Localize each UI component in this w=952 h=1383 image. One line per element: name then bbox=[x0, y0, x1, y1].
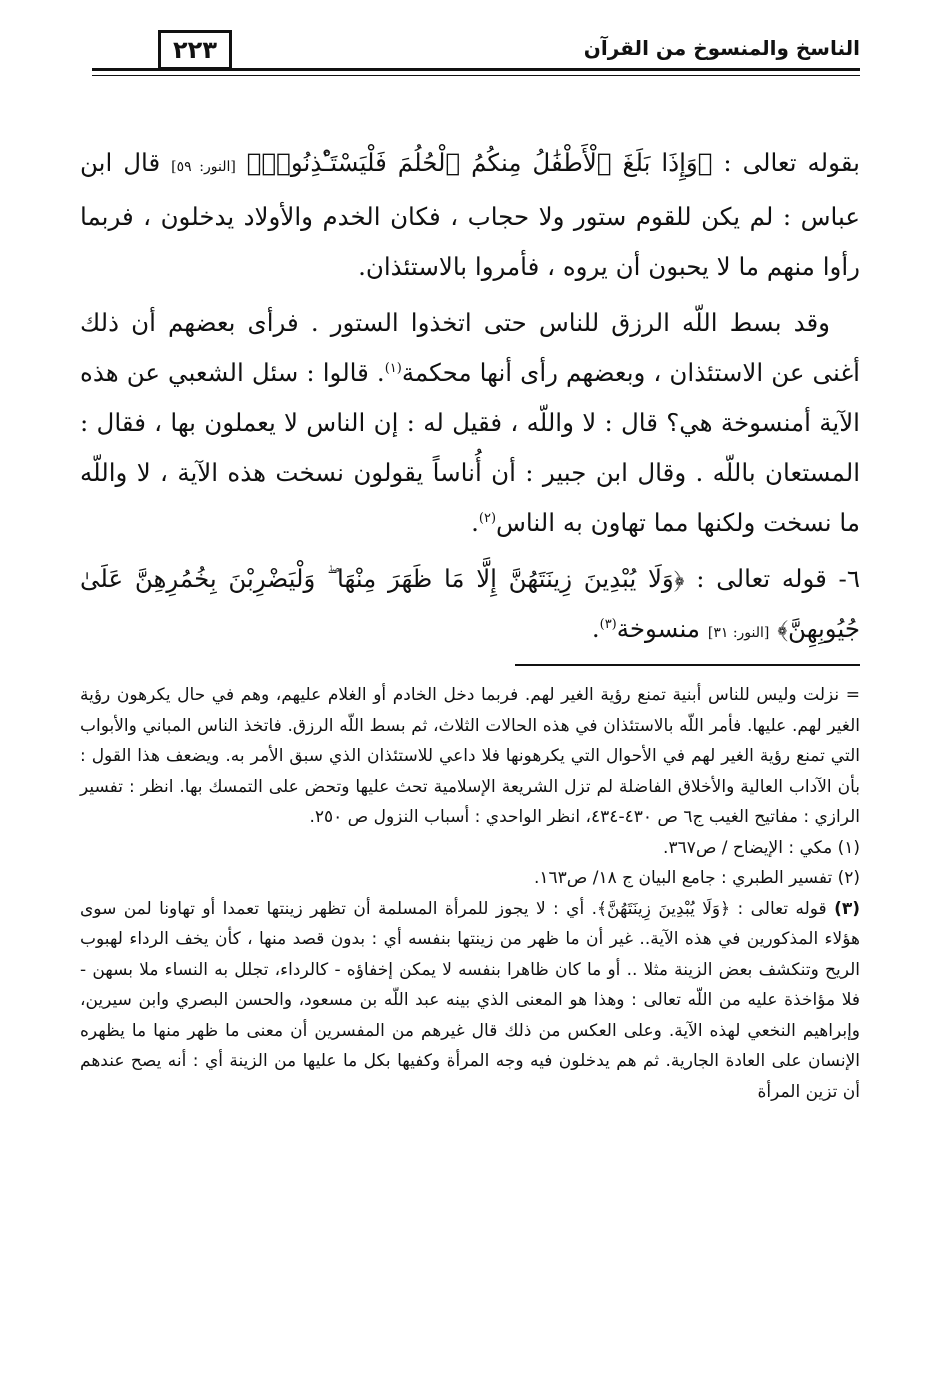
footnote-2: (٢) تفسير الطبري : جامع البيان ج ١٨/ ص١٦٣. bbox=[533, 868, 860, 888]
page-number: ٢٢٣ bbox=[158, 30, 232, 70]
p2-text-a: وقد بسط اللّه الرزق للناس حتى اتخذوا الستور . فرأى بعضهم أن ذلك أغنى عن الاستئذان ، وبعضهم رأى أنها محكمة bbox=[80, 308, 860, 387]
footnote-1: (١) مكي : الإيضاح / ص٣٦٧. bbox=[663, 837, 860, 858]
footnote-continuation: = نزلت وليس للناس أبنية تمنع رؤية الغير لهم. فربما دخل الخادم أو الغلام عليهم، وهم في حال يكرهون رؤية الغير لهم. عليها. فأمر اللّه بالاستئذان في هذه الحالات الثلاث، ثم بسط اللّه الرزق. فاتخذ الناس المباني والأبواب التي تمنع رؤية الغير لهم في الأحوال التي يكرهونها فلا داعي للاستئذان الذي سبق الأمر به. ويضعف هذا القول : بأن الآداب العالية والأخلاق الفاضلة لم تزل الشريعة الإسلامية تحث عليها وتحض على التمسك بها. انظر : تفسير الرازي : مفاتيح الغيب ج٦ ص ٤٣٠-٤٣٤، انظر الواحدي : أسباب النزول ص ٢٥٠. bbox=[80, 685, 860, 827]
p3-end: . bbox=[591, 614, 600, 643]
p3-text: منسوخة bbox=[616, 614, 708, 643]
quran-verse: ﴿وَإِذَا بَلَغَ ٱلْأَطْفَٰلُ مِنكُمُ ٱلْحُلُمَ فَلْيَسْتَـْٔذِنُوا۟﴾ bbox=[246, 148, 713, 177]
header-rule-thin bbox=[92, 75, 860, 76]
footnote-3-verse: ﴿وَلَا يُبْدِينَ زِينَتَهُنَّ﴾ bbox=[597, 898, 731, 919]
p3-lead: ٦- قوله تعالى : bbox=[684, 564, 860, 593]
footnote-separator bbox=[515, 664, 860, 666]
page-header bbox=[92, 22, 860, 82]
p1-lead: بقوله تعالى : bbox=[712, 148, 860, 177]
p2-text-c: . bbox=[471, 508, 479, 537]
footnote-3-number: (٣) bbox=[834, 898, 861, 919]
footnote-3-text: . أي : لا يجوز للمرأة المسلمة أن تظهر زينتها تعمدا أو تهاونا لمن سوى هؤلاء المذكورين في هذه الآية.. غير أن ما ظهر من زينتها بنفسه أي : بدون قصد منها ، كأن يخف الرداء لهبوب الريح وتنكشف بعض الزينة مثلا .. أو ما كان ظاهرا بنفسه لا يمكن إخفاؤه - كالرداء، تجلل به النساء ملا بسهن - فلا مؤاخذة عليه من اللّه تعالى : وهذا هو المعنى الذي بينه عبد اللّه بن مسعود، والحسن البصري وابن سيرين، وإبراهيم النخعي لهذه الآية. وعلى العكس من ذلك قال غيرهم من المفسرين أن معنى ما ظهر منها ما يظهره الإنسان على العادة الجارية. ثم هم يدخلون فيه وجه المرأة وكفيها بكل ما عليها من الزينة أي : أنه يصح عندهم أن تزين المرأة bbox=[80, 898, 860, 1102]
footnotes bbox=[80, 680, 860, 1107]
verse-reference: [النور: ٣١] bbox=[707, 625, 770, 641]
footnote-marker-3[interactable]: (٣) bbox=[599, 616, 617, 632]
footnote-3-lead: قوله تعالى : bbox=[730, 898, 835, 919]
p1-text: قال ابن عباس : لم يكن للقوم ستور ولا حجاب ، فكان الخدم والأولاد يدخلون ، فربما رأوا منهم ما لا يحبون أن يروه ، فأمروا بالاستئذان. bbox=[80, 148, 860, 281]
quran-verse: ﴿وَلَا يُبْدِينَ زِينَتَهُنَّ إِلَّا مَا ظَهَرَ مِنْهَا ۖ وَلْيَضْرِبْنَ بِخُمُرِهِنَّ عَلَىٰ جُيُوبِهِنَّ﴾ bbox=[80, 564, 860, 643]
footnote-3 bbox=[80, 894, 860, 1108]
paragraph-1 bbox=[80, 138, 860, 292]
footnote-marker-2[interactable]: (٢) bbox=[478, 510, 497, 526]
book-title: الناسخ والمنسوخ من القرآن bbox=[583, 36, 860, 60]
p2-text-b: . قالوا : سئل الشعبي عن هذه الآية أمنسوخة هي؟ قال : لا واللّه ، فقيل له : إن الناس لا يعملون بها ، فقال : المستعان باللّه . وقال ابن جبير : أن أُناساً يقولون نسخت هذه الآية ، لا واللّه ما نسخت ولكنها مما تهاون به الناس bbox=[80, 358, 860, 537]
main-text bbox=[80, 138, 860, 664]
verse-reference: [النور: ٥٩] bbox=[171, 159, 236, 175]
paragraph-2 bbox=[80, 298, 860, 548]
paragraph-3 bbox=[80, 554, 860, 658]
footnote-marker-1[interactable]: (١) bbox=[384, 360, 402, 376]
